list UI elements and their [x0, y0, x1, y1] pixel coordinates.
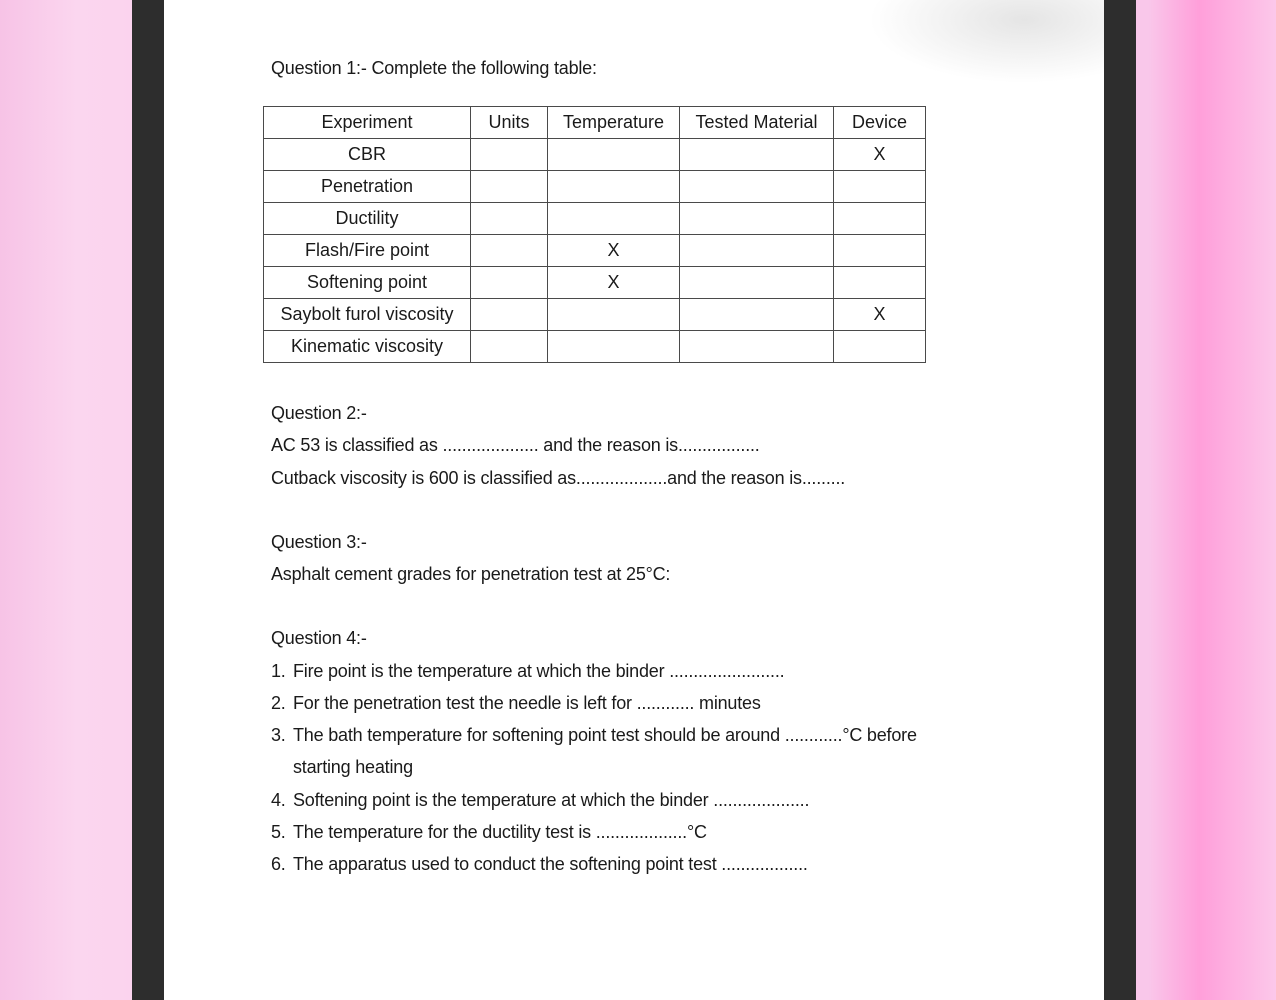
item-text: The bath temperature for softening point test should be around ............°C before	[293, 725, 917, 745]
table-header: Temperature	[548, 107, 680, 139]
table-row	[264, 171, 926, 203]
question-2-title: Question 2:-	[271, 403, 367, 423]
item-text: For the penetration test the needle is left for ............ minutes	[293, 693, 761, 713]
table-cell	[471, 235, 548, 267]
item-number: 2.	[271, 693, 286, 713]
table-header-row	[264, 107, 926, 139]
table-cell: X	[834, 299, 926, 331]
table-cell	[471, 267, 548, 299]
table-cell	[834, 331, 926, 363]
item-text: starting heating	[293, 757, 413, 777]
item-text: The temperature for the ductility test is ...................°C	[293, 822, 707, 842]
table-cell: Softening point	[264, 267, 471, 299]
question-4-item	[271, 790, 809, 811]
question-4-title: Question 4:-	[271, 628, 367, 648]
item-number: 4.	[271, 790, 286, 810]
table-header: Experiment	[264, 107, 471, 139]
table-cell	[548, 331, 680, 363]
item-text: Fire point is the temperature at which the binder ........................	[293, 661, 785, 681]
question-1-title: Question 1:- Complete the following table:	[271, 58, 597, 78]
table-cell: Ductility	[264, 203, 471, 235]
table-cell	[471, 203, 548, 235]
item-number: 3.	[271, 725, 286, 745]
table-row	[264, 235, 926, 267]
table-cell	[680, 139, 834, 171]
table-cell	[680, 235, 834, 267]
table-cell	[471, 171, 548, 203]
question-4-item	[271, 725, 917, 746]
table-cell	[834, 235, 926, 267]
table-cell	[834, 171, 926, 203]
experiment-table	[263, 106, 926, 363]
table-cell	[680, 299, 834, 331]
table-header: Tested Material	[680, 107, 834, 139]
table-cell: Kinematic viscosity	[264, 331, 471, 363]
table-cell	[471, 139, 548, 171]
question-2-line: AC 53 is classified as .................... and the reason is.................	[271, 435, 760, 455]
table-cell	[680, 267, 834, 299]
table-row	[264, 203, 926, 235]
table-cell: X	[548, 235, 680, 267]
document-page	[164, 0, 1104, 1000]
table-cell	[834, 267, 926, 299]
table-cell	[680, 331, 834, 363]
item-number: 1.	[271, 661, 286, 681]
table-cell	[834, 203, 926, 235]
question-4-item	[271, 661, 784, 682]
item-number: 5.	[271, 822, 286, 842]
item-text: The apparatus used to conduct the softening point test ..................	[293, 854, 808, 874]
item-text: Softening point is the temperature at which the binder ....................	[293, 790, 810, 810]
table-row	[264, 299, 926, 331]
table-row	[264, 267, 926, 299]
table-header: Units	[471, 107, 548, 139]
question-4-item	[271, 757, 413, 778]
table-cell: Saybolt furol viscosity	[264, 299, 471, 331]
table-cell	[548, 171, 680, 203]
question-4-item	[271, 854, 808, 875]
table-cell: Penetration	[264, 171, 471, 203]
table-row	[264, 139, 926, 171]
question-4-item	[271, 693, 761, 714]
table-cell: X	[548, 267, 680, 299]
question-2-line: Cutback viscosity is 600 is classified as...................and the reason is.........	[271, 468, 846, 488]
table-cell	[548, 203, 680, 235]
question-3-line: Asphalt cement grades for penetration test at 25°C:	[271, 564, 671, 584]
table-cell: Flash/Fire point	[264, 235, 471, 267]
question-4-item	[271, 822, 707, 843]
table-cell: CBR	[264, 139, 471, 171]
table-cell: X	[834, 139, 926, 171]
table-cell	[548, 139, 680, 171]
table-header: Device	[834, 107, 926, 139]
table-cell	[548, 299, 680, 331]
question-3-title: Question 3:-	[271, 532, 367, 552]
table-cell	[680, 203, 834, 235]
table-cell	[471, 299, 548, 331]
table-row	[264, 331, 926, 363]
item-number: 6.	[271, 854, 286, 874]
table-cell	[471, 331, 548, 363]
table-cell	[680, 171, 834, 203]
